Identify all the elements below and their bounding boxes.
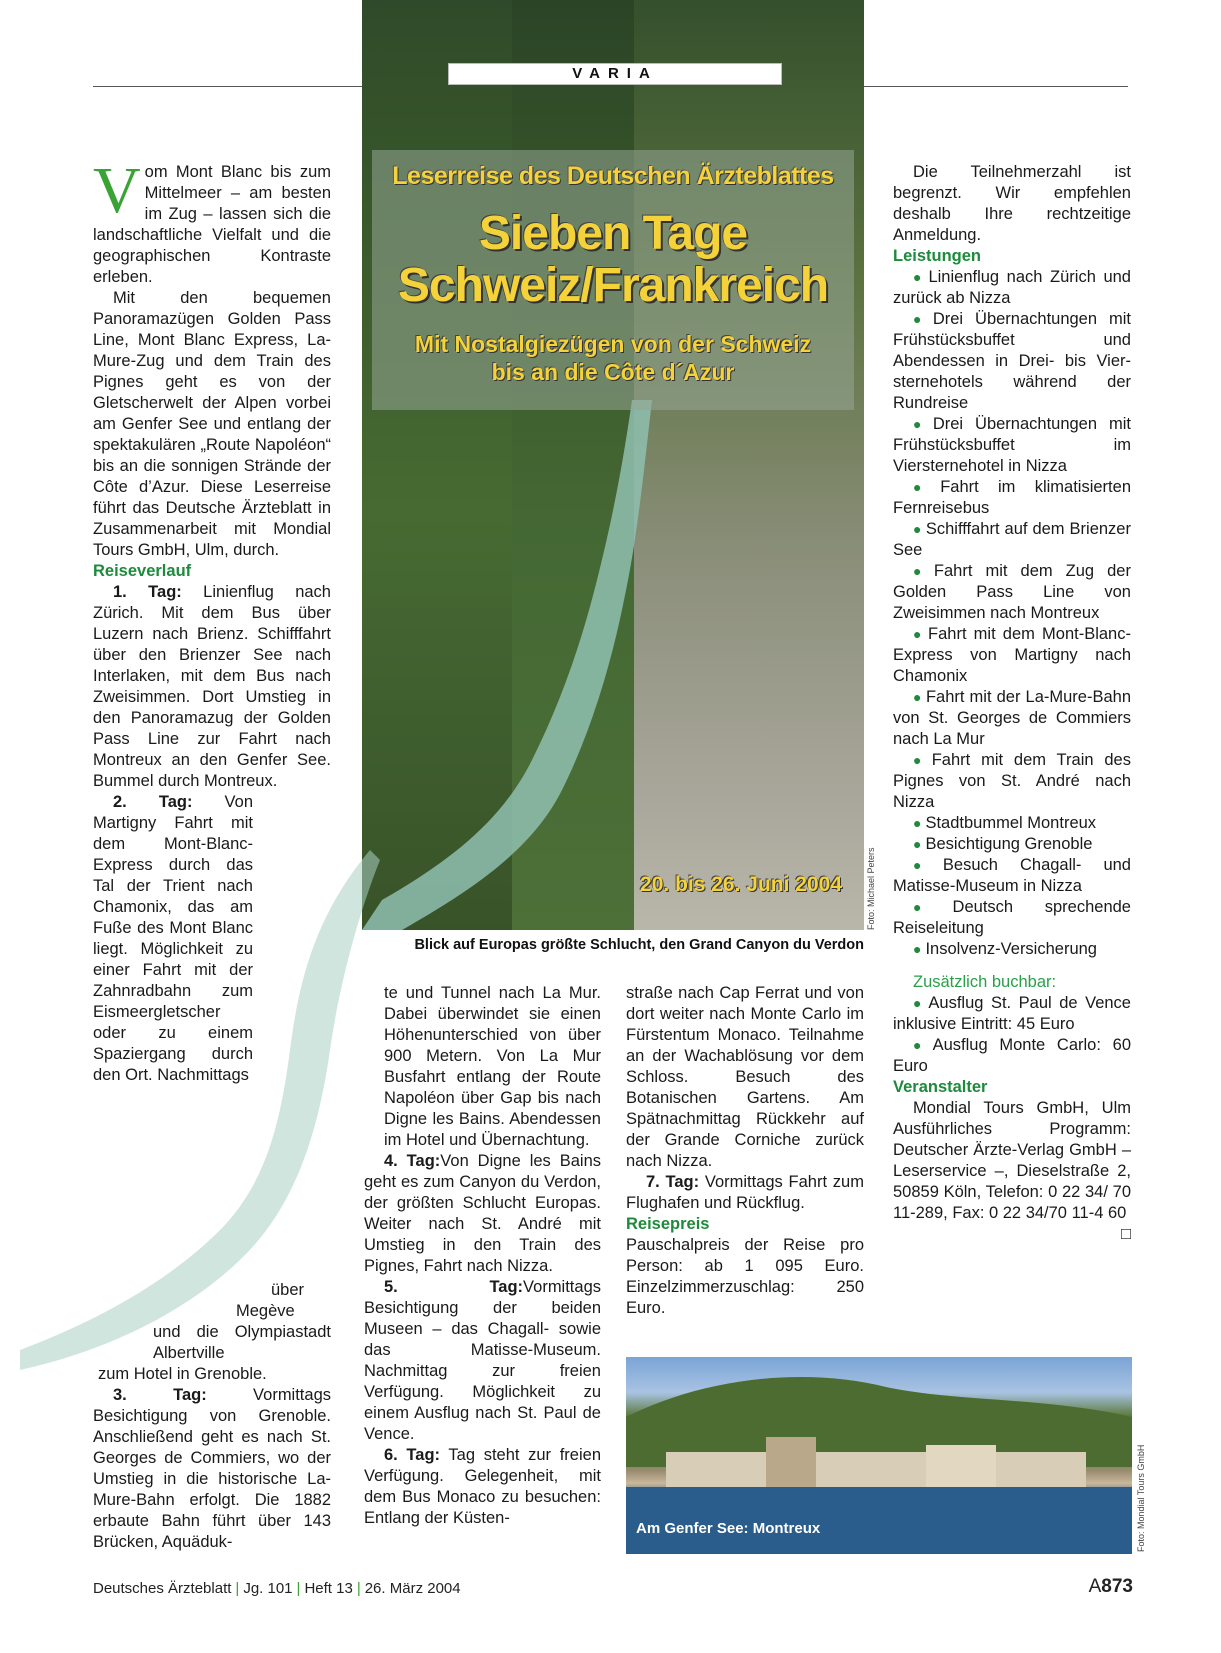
hero-title: [362, 208, 864, 312]
intro-text: om Mont Blanc bis zum Mittelmeer – am besten im Zug – lassen sich die landschaftliche Vielfalt und die geographischen Kontraste erleben.: [93, 163, 331, 286]
service-item: ● Fahrt im klimatisierten Fernreisebus: [893, 478, 1131, 517]
extras-heading: Zusätzlich buchbar:: [913, 973, 1057, 991]
hero-title-line3: Schweiz/Frankreich: [397, 259, 829, 312]
day6-label: 6. Tag:: [384, 1446, 441, 1464]
bullet-icon: ●: [913, 836, 922, 852]
day4-text: Von Digne les Bains geht es zum Canyon du Verdon, der größten Schlucht Europas. Weiter nach St. André mit Umstieg in den Train des Pignes, Fahrt nach Nizza.: [364, 1152, 601, 1275]
service-item: ● Drei Übernachtungen mit Frühstücksbuffet im Viersternehotel in Nizza: [893, 415, 1131, 475]
day5-paragraph: [364, 1277, 601, 1445]
service-item: ● Stadtbummel Montreux: [913, 814, 1097, 832]
service-item: ● Insolvenz-Versicherung: [913, 940, 1097, 958]
day2-megeve: Megève: [236, 1302, 295, 1320]
organizer-text: Mondial Tours GmbH, Ulm Ausführliches Programm: Deutscher Ärzte-Verlag GmbH – Leserservice –, Dieselstraße 2, 50859 Köln, Telefon: 0 22 34/ 70 11-289, Fax: 0 22 34/70 11-4 60 □: [893, 1099, 1131, 1243]
day3-paragraph: [93, 1385, 331, 1553]
hero-title-line2: Sieben Tage: [478, 207, 748, 260]
heading-leistungen: Leistungen: [893, 247, 982, 265]
day5-text: Vormittags Besichtigung der beiden Museen – das Chagall- sowie das Matisse-Museum. Nachmittag zur freien Verfügung. Möglichkeit zu einem Ausflug nach St. Paul de Vence.: [364, 1278, 601, 1443]
service-item: ● Schifffahrt auf dem Brienzer See: [893, 520, 1131, 559]
bullet-icon: ●: [913, 311, 929, 327]
day3-continuation: te und Tunnel nach La Mur. Dabei überwindet sie einen Höhenunterschied von über 900 Metern. Von La Mur Busfahrt entlang der Route Napoléon über Gap bis nach Digne les Bains. Abendessen im Hotel und Übernachtung.: [384, 984, 601, 1149]
intro-paragraph: [93, 154, 331, 288]
bullet-icon: ●: [913, 269, 925, 285]
price-text: Pauschalpreis der Reise pro Person: ab 1 095 Euro. Einzelzimmerzuschlag: 250 Euro.: [626, 1236, 864, 1317]
day7-text: Vormittags Fahrt zum Flughafen und Rückflug.: [626, 1173, 864, 1212]
montreux-photo-credit: Foto: Mondial Tours GmbH: [1136, 1444, 1146, 1552]
bullet-icon: ●: [913, 416, 929, 432]
heading-veranstalter: Veranstalter: [893, 1078, 988, 1096]
bullet-icon: ●: [913, 563, 930, 579]
day2-albertville: und die Olympiastadt Albertville: [153, 1323, 331, 1362]
hero-subtitle-line1: Mit Nostalgiezügen von der Schweiz: [414, 331, 812, 357]
footer-volume: Jg. 101: [243, 1580, 293, 1597]
column-2: [364, 983, 601, 1529]
service-item: ● Deutsch sprechende Reiseleitung: [893, 898, 1131, 937]
services-list: [893, 267, 1131, 960]
day1-paragraph: [93, 582, 331, 792]
extras-list: [893, 993, 1131, 1077]
header-rule-right: [864, 86, 1128, 87]
drop-cap: V: [93, 154, 141, 227]
end-mark: □: [1121, 1225, 1131, 1243]
column-3: [626, 983, 864, 1319]
day6-text: Tag steht zur freien Verfügung. Gelegenheit, mit dem Bus Monaco zu besuchen: Entlang der Küsten-: [364, 1446, 601, 1527]
day2-grenoble: zum Hotel in Grenoble.: [98, 1365, 267, 1383]
bullet-icon: ●: [913, 1037, 929, 1053]
bullet-icon: ●: [913, 815, 922, 831]
day7-paragraph: [626, 1172, 864, 1214]
bullet-icon: ●: [913, 857, 939, 873]
day5-label: 5. Tag:: [384, 1278, 524, 1296]
footer-journal: Deutsches Ärzteblatt: [93, 1580, 232, 1597]
bullet-icon: ●: [913, 521, 922, 537]
column-1: [93, 154, 331, 1086]
heading-reiseverlauf: Reiseverlauf: [93, 562, 192, 580]
hero-subtitle-line2: bis an die Côte d´Azur: [491, 359, 735, 385]
footer-citation: Deutsches Ärzteblatt | Jg. 101 | Heft 13 | 26. März 2004: [93, 1580, 461, 1597]
service-item: ● Fahrt mit dem Train des Pignes von St. André nach Nizza: [893, 751, 1131, 811]
footer-date: 26. März 2004: [364, 1580, 461, 1597]
day6-paragraph: [364, 1445, 601, 1529]
hero-image: [362, 0, 864, 930]
footer-issue: Heft 13: [304, 1580, 353, 1597]
section-label: VARIA: [448, 63, 782, 85]
hero-photo-credit: Foto: Michael Peters: [866, 847, 876, 930]
extra-item: ● Ausflug Monte Carlo: 60 Euro: [893, 1036, 1131, 1075]
bullet-icon: ●: [913, 626, 925, 642]
day1-label: 1. Tag:: [113, 583, 182, 601]
service-item: ● Besuch Chagall- und Matisse-Museum in Nizza: [893, 856, 1131, 895]
service-item: ● Fahrt mit dem Mont-Blanc-Express von Martigny nach Chamonix: [893, 625, 1131, 685]
hero-date: 20. bis 26. Juni 2004: [640, 873, 842, 896]
service-item: ● Linienflug nach Zürich und zurück ab Nizza: [893, 268, 1131, 307]
day7-label: 7. Tag:: [646, 1173, 700, 1191]
bullet-icon: ●: [913, 995, 925, 1011]
page-number: A873: [1088, 1576, 1133, 1597]
hero-caption: Blick auf Europas größte Schlucht, den Grand Canyon du Verdon: [414, 937, 864, 953]
bullet-icon: ●: [913, 899, 949, 915]
montreux-caption: Am Genfer See: Montreux: [636, 1520, 821, 1537]
day4-paragraph: [364, 1151, 601, 1277]
day3-text: Vormittags Besichtigung von Grenoble. Anschließend geht es nach St. Georges de Commiers, wo der Umstieg in die historische La-Mure-Bahn erfolgt. Die 1882 erbaute Bahn führt über 143 Brücken, Aquäduk-: [93, 1386, 331, 1551]
service-item: ● Fahrt mit der La-Mure-Bahn von St. Georges de Commiers nach La Mur: [893, 688, 1131, 748]
day3-label: 3. Tag:: [113, 1386, 207, 1404]
day2-label: 2. Tag:: [113, 793, 193, 811]
intro-paragraph-2: Mit den bequemen Panoramazügen Golden Pass Line, Mont Blanc Express, La-Mure-Zug und dem Train des Pignes geht es von der Gletscherwelt der Alpen vorbei am Genfer See und entlang der spektakulären „Route Napoléon“ bis an die sonnigen Strände der Côte d’Azur. Diese Leserreise führt das Deutsche Ärzteblatt in Zusammenarbeit mit Mondial Tours GmbH, Ulm, durch.: [93, 289, 331, 559]
extra-item: ● Ausflug St. Paul de Vence inklusive Eintritt: 45 Euro: [893, 994, 1131, 1033]
service-item: ● Drei Übernachtungen mit Frühstücksbuffet und Abendessen in Drei- bis Vier-sternehotels während der Rundreise: [893, 310, 1131, 412]
hero-title-line1: Leserreise des Deutschen Ärzteblattes: [392, 162, 834, 190]
column-4: [893, 162, 1131, 1245]
bullet-icon: ●: [913, 941, 922, 957]
bullet-icon: ●: [913, 752, 928, 768]
day2-text: Von Martigny Fahrt mit dem Mont-Blanc-Express durch das Tal der Trient nach Chamonix, das am Fuße des Mont Blanc liegt. Möglichkeit zu einer Fahrt mit der Zahnradbahn zum Eismeergletscher oder zu einem Spaziergang durch den Ort. Nachmittags: [93, 793, 253, 1084]
day2-ueber: über: [271, 1281, 305, 1299]
service-item: ● Besichtigung Grenoble: [913, 835, 1093, 853]
heading-reisepreis: Reisepreis: [626, 1215, 710, 1233]
column-1-lower: [93, 1280, 331, 1553]
bullet-icon: ●: [913, 479, 937, 495]
day4-label: 4. Tag:: [384, 1152, 441, 1170]
participants-note: Die Teilnehmerzahl ist begrenzt. Wir empfehlen deshalb Ihre rechtzeitige Anmeldung.: [893, 163, 1131, 244]
day1-text: Linienflug nach Zürich. Mit dem Bus über Luzern nach Brienz. Schifffahrt über den Brienzer See nach Interlaken, mit dem Bus nach Zweisimmen. Dort Umstieg in den Panoramazug der Golden Pass Line zur Fahrt nach Montreux an den Genfer See. Bummel durch Montreux.: [93, 583, 331, 790]
hero-subtitle: [362, 330, 864, 386]
day2-paragraph: [93, 792, 253, 1086]
day6-continuation: straße nach Cap Ferrat und von dort weiter nach Monte Carlo im Fürstentum Monaco. Teilnahme an der Wachablösung vor dem Schloss. Besuch des Botanischen Gartens. Am Spätnachmittag Rückkehr auf der Grande Corniche zurück nach Nizza.: [626, 984, 864, 1170]
river-shape: [362, 0, 864, 930]
service-item: ● Fahrt mit dem Zug der Golden Pass Line von Zweisimmen nach Montreux: [893, 562, 1131, 622]
bullet-icon: ●: [913, 689, 922, 705]
